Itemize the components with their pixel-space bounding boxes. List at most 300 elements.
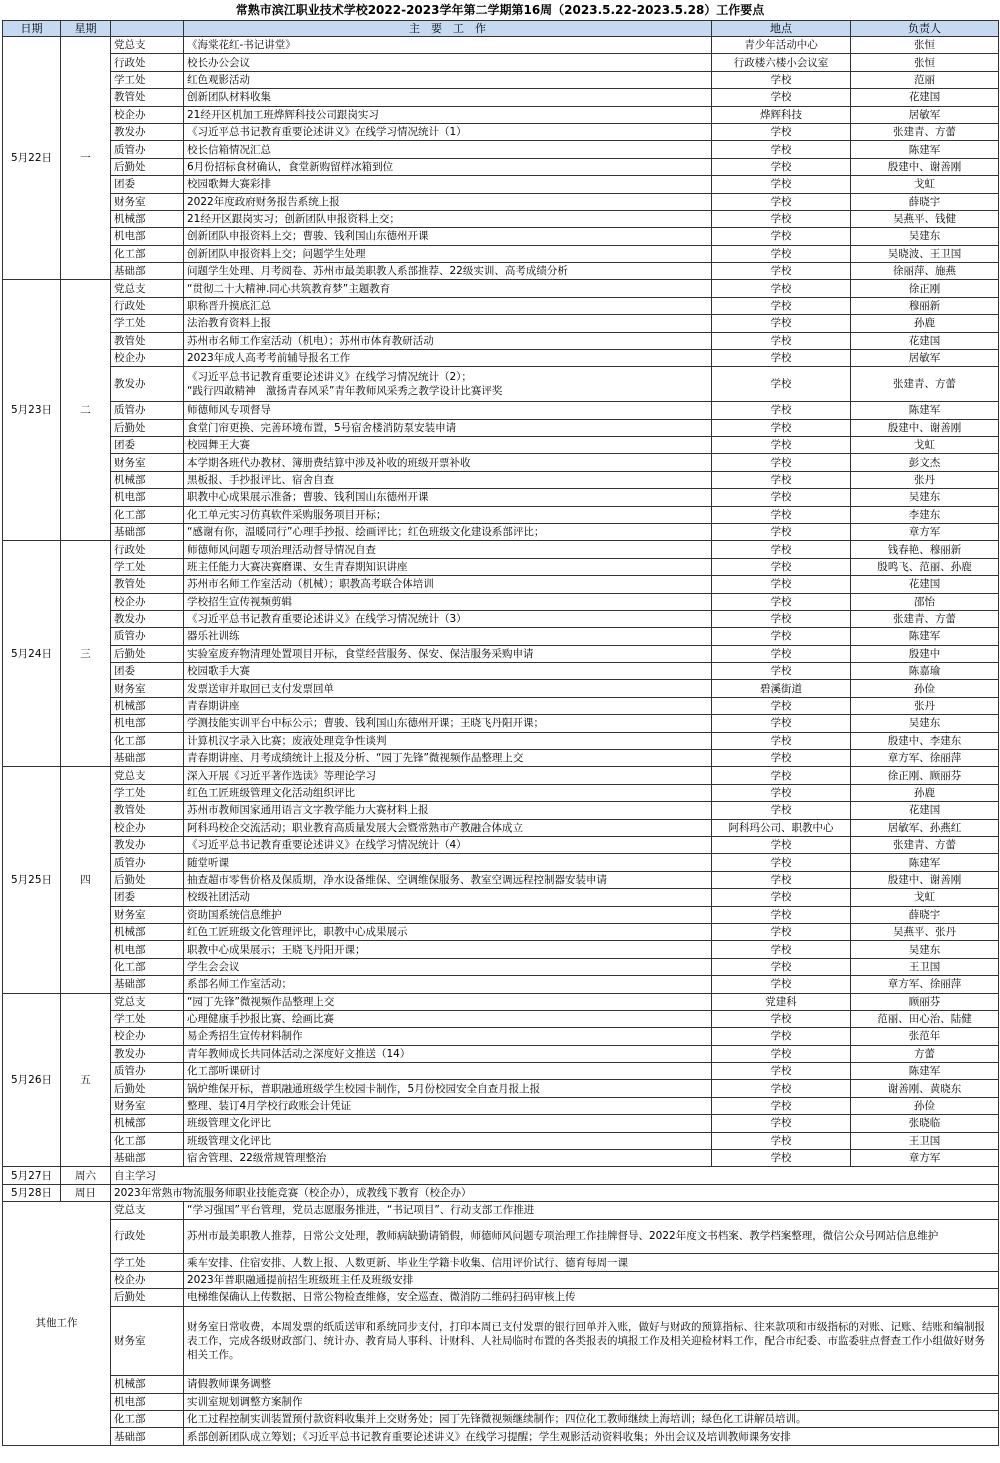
work-cell: 本学期各班代办教材、簿册费结算中涉及补收的班级开票补收 bbox=[184, 454, 712, 471]
owner-cell: 吴燕平、张丹 bbox=[851, 923, 999, 940]
table-row bbox=[3, 593, 999, 610]
table-row bbox=[3, 889, 999, 906]
dept-cell: 行政处 bbox=[111, 54, 184, 71]
dept-cell: 教发办 bbox=[111, 610, 184, 627]
place-cell: 学校 bbox=[712, 941, 851, 958]
dept-cell: 后勤处 bbox=[111, 1289, 184, 1306]
table-row bbox=[3, 854, 999, 871]
dept-cell: 后勤处 bbox=[111, 871, 184, 888]
work-cell: 宿舍管理、22级常规管理整治 bbox=[184, 1150, 712, 1167]
other-work: 2023年普职融通提前招生班级班主任及班级安排 bbox=[184, 1271, 999, 1288]
dept-cell: 机械部 bbox=[111, 1376, 184, 1393]
place-cell: 学校 bbox=[712, 750, 851, 767]
owner-cell: 花建国 bbox=[851, 89, 999, 106]
owner-cell: 陈建军 bbox=[851, 1063, 999, 1080]
table-row bbox=[3, 193, 999, 210]
work-cell: 资助国系统信息维护 bbox=[184, 906, 712, 923]
page-title: 常熟市滨江职业技术学校2022-2023学年第二学期第16周（2023.5.22-2023.5.28）工作要点 bbox=[235, 3, 765, 17]
owner-cell: 花建国 bbox=[851, 576, 999, 593]
dept-cell: 学工处 bbox=[111, 784, 184, 801]
place-cell: 学校 bbox=[712, 871, 851, 888]
other-work: 财务室日常收费，本周发票的纸质送审和系统同步支付，打印本周已支付发票的银行回单并入账，做好与财政的预算指标、往来款项和市级指标的对账、记账、结账和编制报表工作，完成各级财政部门、统计办、教育局人事科、计财科、人社局临时布置的各类报表的填报工作及相关迎检材料工作，配合市纪委、市监委驻点督查工作小组做好财务相关工作。 bbox=[184, 1306, 999, 1376]
dept-cell: 化工部 bbox=[111, 732, 184, 749]
dept-cell: 党总支 bbox=[111, 993, 184, 1010]
header-weekday: 星期 bbox=[61, 21, 111, 37]
dept-cell: 基础部 bbox=[111, 1150, 184, 1167]
table-row bbox=[3, 523, 999, 540]
table-row bbox=[3, 263, 999, 280]
owner-cell: 薛晓宇 bbox=[851, 906, 999, 923]
table-row bbox=[3, 367, 999, 402]
work-cell: 校级社团活动 bbox=[184, 889, 712, 906]
work-cell: 化工单元实习仿真软件采购服务项目开标； bbox=[184, 506, 712, 523]
place-cell: 学校 bbox=[712, 541, 851, 558]
day-weekday: 二 bbox=[61, 280, 111, 541]
dept-cell: 质管办 bbox=[111, 141, 184, 158]
place-cell: 学校 bbox=[712, 402, 851, 419]
other-row bbox=[3, 1428, 999, 1445]
day-date: 5月22日 bbox=[3, 37, 61, 280]
table-row bbox=[3, 836, 999, 853]
owner-cell: 吴燕平、钱健 bbox=[851, 210, 999, 227]
place-cell: 学校 bbox=[712, 1097, 851, 1114]
other-work: 乘车安排、住宿安排、人数上报、人数更新、毕业生学籍卡收集、信用评价试行、德育每周一课 bbox=[184, 1254, 999, 1271]
place-cell: 学校 bbox=[712, 976, 851, 993]
dept-cell: 校企办 bbox=[111, 350, 184, 367]
place-cell: 学校 bbox=[712, 715, 851, 732]
place-cell: 学校 bbox=[712, 836, 851, 853]
work-cell: 问题学生处理、月考阅卷、苏州市最美职教人系部推荐、22级实训、高考成绩分析 bbox=[184, 263, 712, 280]
work-cell: 苏州市名师工作室活动（机械）；职教高考联合体培训 bbox=[184, 576, 712, 593]
dept-cell: 校企办 bbox=[111, 819, 184, 836]
place-cell: 学校 bbox=[712, 906, 851, 923]
work-cell: 青春期讲座、月考成绩统计上报及分析、“园丁先锋”微视频作品整理上交 bbox=[184, 750, 712, 767]
owner-cell: 居敏军、孙燕红 bbox=[851, 819, 999, 836]
table-row bbox=[3, 506, 999, 523]
table-row bbox=[3, 750, 999, 767]
place-cell: 学校 bbox=[712, 784, 851, 801]
header-work: 主 要 工 作 bbox=[184, 21, 712, 37]
place-cell: 学校 bbox=[712, 697, 851, 714]
work-cell: 《习近平总书记教育重要论述讲义》在线学习情况统计（4） bbox=[184, 836, 712, 853]
dept-cell: 机械部 bbox=[111, 471, 184, 488]
work-cell: 苏州市名师工作室活动（机电）；苏州市体育教研活动 bbox=[184, 332, 712, 349]
table-row bbox=[3, 297, 999, 314]
work-cell: 班主任能力大赛决赛磨课、女生青春期知识讲座 bbox=[184, 558, 712, 575]
dept-cell: 党总支 bbox=[111, 767, 184, 784]
place-cell: 学校 bbox=[712, 802, 851, 819]
work-cell: 《海棠花红-书记讲堂》 bbox=[184, 37, 712, 54]
dept-cell: 学工处 bbox=[111, 315, 184, 332]
table-row bbox=[3, 123, 999, 140]
work-cell: 创新团队材料收集 bbox=[184, 89, 712, 106]
table-row bbox=[3, 228, 999, 245]
table-row bbox=[3, 419, 999, 436]
place-cell: 学校 bbox=[712, 263, 851, 280]
owner-cell: 张丹 bbox=[851, 471, 999, 488]
dept-cell: 教发办 bbox=[111, 1045, 184, 1062]
dept-cell: 教管处 bbox=[111, 332, 184, 349]
owner-cell: 邵怡 bbox=[851, 593, 999, 610]
dept-cell: 机电部 bbox=[111, 941, 184, 958]
owner-cell: 徐正刚、顾丽芬 bbox=[851, 767, 999, 784]
place-cell: 学校 bbox=[712, 193, 851, 210]
place-cell: 学校 bbox=[712, 1150, 851, 1167]
dept-cell: 党总支 bbox=[111, 1202, 184, 1219]
other-work: 请假教师课务调整 bbox=[184, 1376, 999, 1393]
work-cell: 6月份招标食材确认，食堂新购留样冰箱到位 bbox=[184, 158, 712, 175]
place-cell: 学校 bbox=[712, 1063, 851, 1080]
dept-cell: 机电部 bbox=[111, 715, 184, 732]
place-cell: 学校 bbox=[712, 732, 851, 749]
table-row bbox=[3, 610, 999, 627]
owner-cell: 彭文杰 bbox=[851, 454, 999, 471]
owner-cell: 孙俭 bbox=[851, 680, 999, 697]
table-row bbox=[3, 576, 999, 593]
other-row bbox=[3, 1219, 999, 1254]
dept-cell: 党总支 bbox=[111, 37, 184, 54]
other-label: 其他工作 bbox=[3, 1202, 111, 1446]
work-cell: 校长办公会议 bbox=[184, 54, 712, 71]
table-row bbox=[3, 767, 999, 784]
owner-cell: 徐正刚 bbox=[851, 280, 999, 297]
dept-cell: 机电部 bbox=[111, 228, 184, 245]
table-row bbox=[3, 1150, 999, 1167]
other-work: 实训室规划调整方案制作 bbox=[184, 1393, 999, 1410]
place-cell: 学校 bbox=[712, 523, 851, 540]
day-weekday: 三 bbox=[61, 541, 111, 767]
work-cell: 随堂听课 bbox=[184, 854, 712, 871]
work-cell: 实验室废弃物清理处置项目开标，食堂经营服务、保安、保洁服务采购申请 bbox=[184, 645, 712, 662]
header-owner: 负责人 bbox=[851, 21, 999, 37]
dept-cell: 机械部 bbox=[111, 1115, 184, 1132]
table-row bbox=[3, 819, 999, 836]
work-cell: 职称晋升摸底汇总 bbox=[184, 297, 712, 314]
work-cell: 锅炉维保开标，普职融通班级学生校园卡制作，5月份校园安全自查月报上报 bbox=[184, 1080, 712, 1097]
dept-cell: 教发办 bbox=[111, 836, 184, 853]
place-cell: 学校 bbox=[712, 454, 851, 471]
table-row bbox=[3, 54, 999, 71]
dept-cell: 行政处 bbox=[111, 541, 184, 558]
owner-cell: 殷建中、李建东 bbox=[851, 732, 999, 749]
owner-cell: 殷鸣飞、范丽、孙鹿 bbox=[851, 558, 999, 575]
dept-cell: 团委 bbox=[111, 663, 184, 680]
place-cell: 阿科玛公司、职教中心 bbox=[712, 819, 851, 836]
dept-cell: 财务室 bbox=[111, 1097, 184, 1114]
weekend-row bbox=[3, 1167, 999, 1184]
place-cell: 学校 bbox=[712, 1132, 851, 1149]
work-cell: 学测技能实训平台中标公示；曹骏、钱利国山东德州开课；王晓飞丹阳开课； bbox=[184, 715, 712, 732]
table-row bbox=[3, 141, 999, 158]
owner-cell: 张范年 bbox=[851, 1028, 999, 1045]
dept-cell: 后勤处 bbox=[111, 1080, 184, 1097]
table-row bbox=[3, 471, 999, 488]
other-row bbox=[3, 1393, 999, 1410]
owner-cell: 吴建东 bbox=[851, 941, 999, 958]
place-cell: 学校 bbox=[712, 350, 851, 367]
place-cell: 学校 bbox=[712, 141, 851, 158]
work-cell: 计算机汉字录入比赛；废液处理竞争性谈判 bbox=[184, 732, 712, 749]
dept-cell: 行政处 bbox=[111, 297, 184, 314]
dept-cell: 行政处 bbox=[111, 1219, 184, 1254]
table-row bbox=[3, 680, 999, 697]
work-cell: 红色工匠班级管理文化活动组织评比 bbox=[184, 784, 712, 801]
work-cell: 整理、装订4月学校行政账会计凭证 bbox=[184, 1097, 712, 1114]
owner-cell: 吴建东 bbox=[851, 228, 999, 245]
day-weekday: 周六 bbox=[61, 1167, 111, 1184]
day-date: 5月23日 bbox=[3, 280, 61, 541]
table-row bbox=[3, 210, 999, 227]
table-row bbox=[3, 454, 999, 471]
work-cell: 职教中心成果展示；王晓飞丹阳开课； bbox=[184, 941, 712, 958]
table-row bbox=[3, 71, 999, 88]
dept-cell: 质管办 bbox=[111, 1063, 184, 1080]
work-cell: 器乐社训练 bbox=[184, 628, 712, 645]
owner-cell: 章方军 bbox=[851, 523, 999, 540]
dept-cell: 机械部 bbox=[111, 210, 184, 227]
other-row bbox=[3, 1289, 999, 1306]
work-cell: 发票送审并取回已支付发票回单 bbox=[184, 680, 712, 697]
other-work: 电梯维保确认上传数据、日常公物检查维修，安全巡查、微消防二维码扫码审核上传 bbox=[184, 1289, 999, 1306]
dept-cell: 机械部 bbox=[111, 923, 184, 940]
table-row bbox=[3, 315, 999, 332]
place-cell: 学校 bbox=[712, 1080, 851, 1097]
owner-cell: 殷建中、谢善刚 bbox=[851, 419, 999, 436]
place-cell: 学校 bbox=[712, 280, 851, 297]
owner-cell: 殷建中、谢善刚 bbox=[851, 158, 999, 175]
owner-cell: 徐丽萍、施燕 bbox=[851, 263, 999, 280]
table-row bbox=[3, 663, 999, 680]
table-row bbox=[3, 715, 999, 732]
dept-cell: 化工部 bbox=[111, 958, 184, 975]
place-cell: 学校 bbox=[712, 1010, 851, 1027]
work-cell: 班级管理文化评比 bbox=[184, 1132, 712, 1149]
owner-cell: 方蕾 bbox=[851, 1045, 999, 1062]
dept-cell: 后勤处 bbox=[111, 645, 184, 662]
place-cell: 学校 bbox=[712, 437, 851, 454]
work-cell: 食堂门帘更换、完善环境布置，5号宿舍楼消防泵安装申请 bbox=[184, 419, 712, 436]
work-cell: 校园歌手大赛 bbox=[184, 663, 712, 680]
owner-cell: 吴晓波、王卫国 bbox=[851, 245, 999, 262]
work-cell: 学校招生宣传视频剪辑 bbox=[184, 593, 712, 610]
place-cell: 学校 bbox=[712, 576, 851, 593]
place-cell: 学校 bbox=[712, 958, 851, 975]
dept-cell: 团委 bbox=[111, 176, 184, 193]
work-cell: 心理健康手抄报比赛、绘画比赛 bbox=[184, 1010, 712, 1027]
place-cell: 学校 bbox=[712, 471, 851, 488]
day-date: 5月26日 bbox=[3, 993, 61, 1167]
place-cell: 学校 bbox=[712, 210, 851, 227]
dept-cell: 教管处 bbox=[111, 89, 184, 106]
table-row bbox=[3, 976, 999, 993]
dept-cell: 校企办 bbox=[111, 593, 184, 610]
day-weekday: 一 bbox=[61, 37, 111, 280]
place-cell: 学校 bbox=[712, 332, 851, 349]
table-row bbox=[3, 1115, 999, 1132]
owner-cell: 陈嘉瑜 bbox=[851, 663, 999, 680]
work-cell: 21经开区跟岗实习；创新团队申报资料上交； bbox=[184, 210, 712, 227]
other-work: “学习强国”平台管理，党员志愿服务推进，“书记项目”、行动支部工作推进 bbox=[184, 1202, 999, 1219]
owner-cell: 吴建东 bbox=[851, 715, 999, 732]
work-cell: 校园歌舞大赛彩排 bbox=[184, 176, 712, 193]
dept-cell: 学工处 bbox=[111, 1010, 184, 1027]
place-cell: 学校 bbox=[712, 367, 851, 402]
table-row bbox=[3, 802, 999, 819]
place-cell: 学校 bbox=[712, 297, 851, 314]
owner-cell: 王卫国 bbox=[851, 958, 999, 975]
work-cell: 校园舞王大赛 bbox=[184, 437, 712, 454]
owner-cell: 陈建军 bbox=[851, 141, 999, 158]
owner-cell: 花建国 bbox=[851, 802, 999, 819]
dept-cell: 校企办 bbox=[111, 106, 184, 123]
owner-cell: 李建东 bbox=[851, 506, 999, 523]
weekend-work: 2023年常熟市物流服务师职业技能竞赛（校企办），成教线下教育（校企办） bbox=[111, 1184, 999, 1201]
work-cell: 易企秀招生宣传材料制作 bbox=[184, 1028, 712, 1045]
work-cell: 创新团队申报资料上交；曹骏、钱利国山东德州开课 bbox=[184, 228, 712, 245]
other-row bbox=[3, 1254, 999, 1271]
work-cell: 红色观影活动 bbox=[184, 71, 712, 88]
dept-cell: 教发办 bbox=[111, 123, 184, 140]
work-cell: 21经开区机加工班烨辉科技公司跟岗实习 bbox=[184, 106, 712, 123]
dept-cell: 化工部 bbox=[111, 245, 184, 262]
work-cell: 法治教育资料上报 bbox=[184, 315, 712, 332]
owner-cell: 陈建军 bbox=[851, 854, 999, 871]
weekend-work: 自主学习 bbox=[111, 1167, 999, 1184]
place-cell: 学校 bbox=[712, 176, 851, 193]
owner-cell: 张建青、方蕾 bbox=[851, 836, 999, 853]
dept-cell: 机械部 bbox=[111, 697, 184, 714]
table-row bbox=[3, 541, 999, 558]
work-cell: 学生会会议 bbox=[184, 958, 712, 975]
owner-cell: 顾丽芬 bbox=[851, 993, 999, 1010]
dept-cell: 基础部 bbox=[111, 976, 184, 993]
work-cell: 《习近平总书记教育重要论述讲义》在线学习情况统计（3） bbox=[184, 610, 712, 627]
owner-cell: 孙鹿 bbox=[851, 784, 999, 801]
place-cell: 党建科 bbox=[712, 993, 851, 1010]
owner-cell: 穆丽新 bbox=[851, 297, 999, 314]
owner-cell: 戈虹 bbox=[851, 889, 999, 906]
dept-cell: 化工部 bbox=[111, 506, 184, 523]
table-row bbox=[3, 158, 999, 175]
other-row bbox=[3, 1410, 999, 1427]
dept-cell: 后勤处 bbox=[111, 419, 184, 436]
dept-cell: 质管办 bbox=[111, 402, 184, 419]
place-cell: 学校 bbox=[712, 419, 851, 436]
dept-cell: 机电部 bbox=[111, 1393, 184, 1410]
table-row bbox=[3, 37, 999, 54]
dept-cell: 基础部 bbox=[111, 750, 184, 767]
work-cell: 深入开展《习近平著作选读》等理论学习 bbox=[184, 767, 712, 784]
other-row bbox=[3, 1376, 999, 1393]
dept-cell: 基础部 bbox=[111, 1428, 184, 1445]
dept-cell: 财务室 bbox=[111, 906, 184, 923]
place-cell: 学校 bbox=[712, 1115, 851, 1132]
day-date: 5月28日 bbox=[3, 1184, 61, 1201]
work-cell: “感谢有你，温暖同行”心理手抄报、绘画评比；红色班级文化建设系部评比； bbox=[184, 523, 712, 540]
table-row bbox=[3, 1080, 999, 1097]
table-row bbox=[3, 558, 999, 575]
work-cell: 黑板报、手抄报评比、宿舍自查 bbox=[184, 471, 712, 488]
place-cell: 碧溪街道 bbox=[712, 680, 851, 697]
dept-cell: 校企办 bbox=[111, 1028, 184, 1045]
header-place: 地点 bbox=[712, 21, 851, 37]
work-cell: 师德师风问题专项治理活动督导情况自查 bbox=[184, 541, 712, 558]
place-cell: 学校 bbox=[712, 663, 851, 680]
other-row bbox=[3, 1306, 999, 1376]
table-row bbox=[3, 923, 999, 940]
place-cell: 学校 bbox=[712, 854, 851, 871]
owner-cell: 戈虹 bbox=[851, 176, 999, 193]
place-cell: 青少年活动中心 bbox=[712, 37, 851, 54]
day-date: 5月27日 bbox=[3, 1167, 61, 1184]
table-row bbox=[3, 1045, 999, 1062]
other-work: 苏州市最美职教人推荐，日常公文处理，教师病缺勤请销假，师德师风问题专项治理工作挂牌督导、2022年度文书档案、教学档案整理，微信公众号网站信息维护 bbox=[184, 1219, 999, 1254]
owner-cell: 章方军、徐丽萍 bbox=[851, 976, 999, 993]
table-row bbox=[3, 1097, 999, 1114]
dept-cell: 教管处 bbox=[111, 802, 184, 819]
work-cell: 职教中心成果展示准备；曹骏、钱利国山东德州开课 bbox=[184, 489, 712, 506]
place-cell: 学校 bbox=[712, 1028, 851, 1045]
dept-cell: 财务室 bbox=[111, 680, 184, 697]
header-date: 日期 bbox=[3, 21, 61, 37]
dept-cell: 教发办 bbox=[111, 367, 184, 402]
work-cell: “贯彻二十大精神.同心共筑教育梦”主题教育 bbox=[184, 280, 712, 297]
work-cell: 青年教师成长共同体活动之深度好文推送（14） bbox=[184, 1045, 712, 1062]
work-cell: 红色工匠班级文化管理评比，职教中心成果展示 bbox=[184, 923, 712, 940]
day-date: 5月24日 bbox=[3, 541, 61, 767]
table-row bbox=[3, 106, 999, 123]
owner-cell: 章方军、徐丽萍 bbox=[851, 750, 999, 767]
dept-cell: 学工处 bbox=[111, 1254, 184, 1271]
dept-cell: 学工处 bbox=[111, 558, 184, 575]
owner-cell: 张建青、方蕾 bbox=[851, 123, 999, 140]
place-cell: 烨辉科技 bbox=[712, 106, 851, 123]
work-cell: “园丁先锋”微视频作品整理上交 bbox=[184, 993, 712, 1010]
place-cell: 学校 bbox=[712, 506, 851, 523]
table-row bbox=[3, 784, 999, 801]
owner-cell: 王卫国 bbox=[851, 1132, 999, 1149]
table-row bbox=[3, 628, 999, 645]
owner-cell: 殷建中 bbox=[851, 645, 999, 662]
owner-cell: 陈建军 bbox=[851, 628, 999, 645]
place-cell: 学校 bbox=[712, 158, 851, 175]
owner-cell: 孙俭 bbox=[851, 1097, 999, 1114]
owner-cell: 钱春艳、穆丽新 bbox=[851, 541, 999, 558]
owner-cell: 吴建东 bbox=[851, 489, 999, 506]
dept-cell: 基础部 bbox=[111, 263, 184, 280]
table-row bbox=[3, 1063, 999, 1080]
place-cell: 学校 bbox=[712, 489, 851, 506]
table-row bbox=[3, 245, 999, 262]
table-row bbox=[3, 402, 999, 419]
owner-cell: 范丽、田心治、陆健 bbox=[851, 1010, 999, 1027]
owner-cell: 张建青、方蕾 bbox=[851, 367, 999, 402]
day-weekday: 周日 bbox=[61, 1184, 111, 1201]
owner-cell: 薛晓宇 bbox=[851, 193, 999, 210]
owner-cell: 花建国 bbox=[851, 332, 999, 349]
dept-cell: 机电部 bbox=[111, 489, 184, 506]
table-row bbox=[3, 993, 999, 1010]
owner-cell: 谢善刚、黄晓东 bbox=[851, 1080, 999, 1097]
table-row bbox=[3, 906, 999, 923]
dept-cell: 校企办 bbox=[111, 1271, 184, 1288]
dept-cell: 基础部 bbox=[111, 523, 184, 540]
owner-cell: 戈虹 bbox=[851, 437, 999, 454]
owner-cell: 张晓临 bbox=[851, 1115, 999, 1132]
place-cell: 学校 bbox=[712, 610, 851, 627]
work-cell: 《习近平总书记教育重要论述讲义》在线学习情况统计（1） bbox=[184, 123, 712, 140]
table-row bbox=[3, 176, 999, 193]
